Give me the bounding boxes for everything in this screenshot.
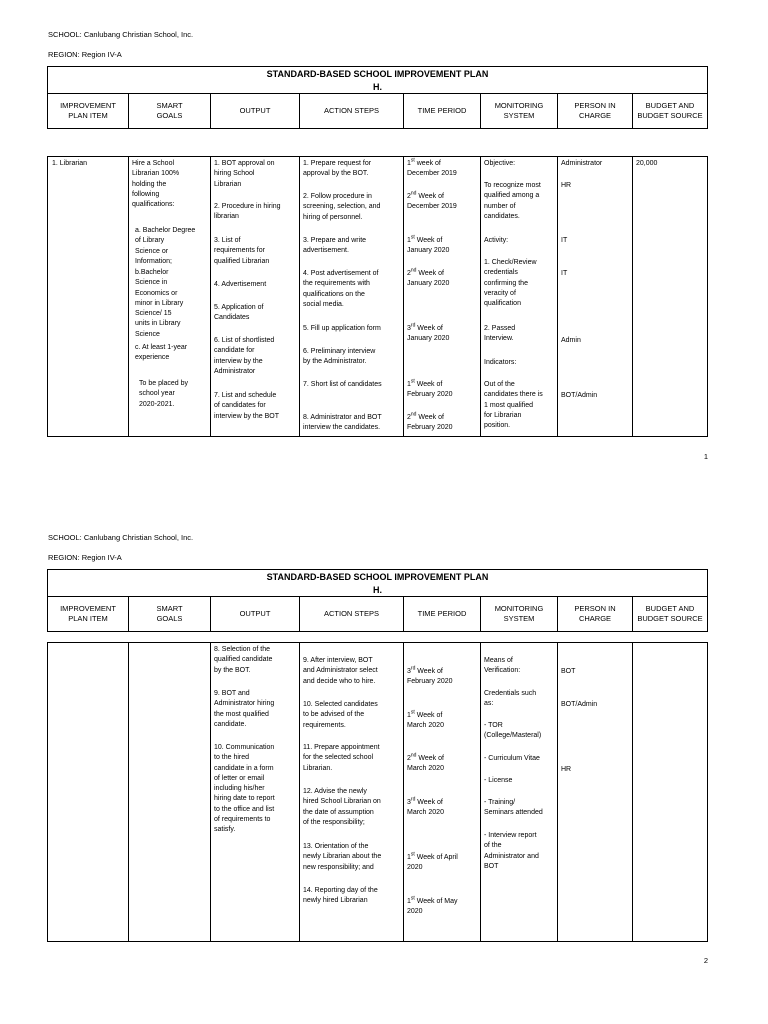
monitoring-text: - License	[484, 777, 513, 784]
monitoring-text: - Curriculum Vitae	[484, 755, 540, 762]
header-person-in-charge: PERSON IN CHARGE	[558, 94, 633, 128]
time-text: 1st Week of January 2020	[407, 234, 450, 255]
monitoring-text: Activity:	[484, 237, 509, 244]
person-text: HR	[561, 182, 572, 189]
budget-text: 20,000	[636, 160, 658, 167]
action-text: 7. Short list of candidates	[303, 381, 382, 388]
output-text: 10. Communication to the hired candidate in a form of letter or email including his/her hiring date to report to the office and list of requirements to satisfy.	[214, 744, 275, 834]
school-label: SCHOOL: Canlubang Christian School, Inc.	[48, 30, 194, 39]
col-action-steps	[300, 643, 404, 941]
action-text: 5. Fill up application form	[303, 325, 381, 332]
monitoring-text: Credentials such as:	[484, 690, 537, 708]
person-text: BOT/Admin	[561, 701, 598, 708]
action-text: 2. Follow procedure in screening, selection, and hiring of personnel.	[303, 193, 381, 221]
header-time-period: TIME PERIOD	[404, 94, 481, 128]
time-text: 1st Week of February 2020	[407, 378, 453, 399]
col-item	[48, 643, 129, 941]
header-smart-goals: SMART GOALS	[129, 94, 211, 128]
page-number: 2	[703, 956, 708, 965]
person-text: BOT	[561, 668, 576, 675]
monitoring-text: To recognize most qualified among a number of candidates.	[484, 182, 541, 220]
header-budget: BUDGET AND BUDGET SOURCE	[637, 604, 703, 623]
goal-text: c. At least 1-year experience	[135, 344, 188, 362]
action-text: 6. Preliminary interview by the Administrator.	[303, 348, 376, 366]
school-label: SCHOOL: Canlubang Christian School, Inc.	[48, 533, 194, 542]
output-text: 8. Selection of the qualified candidate by the BOT.	[214, 646, 273, 674]
monitoring-text: - Interview report of the Administrator and BOT	[484, 832, 539, 870]
output-text: 3. List of requirements for qualified Librarian	[214, 237, 270, 265]
monitoring-text: Objective:	[484, 160, 516, 167]
monitoring-text: Indicators:	[484, 359, 517, 366]
col-goals	[129, 643, 211, 941]
monitoring-text: Out of the candidates there is 1 most qualified for Librarian position.	[484, 381, 543, 430]
goal-text: a. Bachelor Degree of Library Science or Information;	[135, 227, 196, 265]
monitoring-text: 1. Check/Review credentials confirming the veracity of qualification	[484, 259, 537, 308]
goal-text: b.Bachelor Science in Economics or minor in Library Science/ 15 units in Library Science	[135, 269, 184, 338]
monitoring-text: 2. Passed Interview.	[484, 325, 516, 343]
time-text: 1st Week of April 2020	[407, 851, 458, 872]
person-text: HR	[561, 766, 572, 773]
plan-title: STANDARD-BASED SCHOOL IMPROVEMENT PLAN	[266, 572, 489, 582]
output-text: 1. BOT approval on hiring School Librarian	[214, 160, 275, 188]
header-action-steps: ACTION STEPS	[300, 597, 404, 631]
action-text: 13. Orientation of the newly Librarian about the new responsibility; and	[303, 843, 382, 871]
header-smart-goals: SMART GOALS	[129, 597, 211, 631]
plan-subtitle: H.	[373, 82, 382, 92]
monitoring-text: - Training/ Seminars attended	[484, 799, 543, 817]
output-text: 2. Procedure in hiring librarian	[214, 203, 281, 221]
time-text: 1st Week of May 2020	[407, 895, 458, 916]
region-label: REGION: Region IV-A	[48, 553, 122, 562]
action-text: 4. Post advertisement of the requirements with qualifications on the social media.	[303, 270, 379, 308]
time-text: 2nd Week of March 2020	[407, 752, 444, 773]
col-output	[211, 643, 300, 941]
plan-item: 1. Librarian	[52, 160, 88, 167]
header-improvement-plan-item: IMPROVEMENT PLAN ITEM	[48, 597, 129, 631]
person-text: BOT/Admin	[561, 392, 598, 399]
header-improvement-plan-item: IMPROVEMENT PLAN ITEM	[48, 94, 129, 128]
col-time-period	[404, 643, 481, 941]
output-text: 6. List of shortlisted candidate for interview by the Administrator	[214, 337, 275, 375]
output-text: 7. List and schedule of candidates for interview by the BOT	[214, 392, 279, 420]
goal-text: Hire a School Librarian 100% holding the following qualifications:	[132, 160, 180, 209]
action-text: 10. Selected candidates to be advised of the requirements.	[303, 701, 378, 729]
time-text: 3rd Week of February 2020	[407, 665, 453, 686]
output-text: 9. BOT and Administrator hiring the most qualified candidate.	[214, 690, 275, 728]
header-person-in-charge: PERSON IN CHARGE	[558, 597, 633, 631]
plan-subtitle: H.	[373, 585, 382, 595]
action-text: 3. Prepare and write advertisement.	[303, 237, 367, 255]
action-text: 9. After interview, BOT and Administrator select and decide who to hire.	[303, 657, 378, 685]
goal-text: To be placed by school year 2020-2021.	[139, 380, 189, 408]
col-person-in-charge	[558, 643, 633, 941]
action-text: 14. Reporting day of the newly hired Librarian	[303, 887, 378, 905]
person-text: Admin	[561, 337, 581, 344]
plan-body-table	[47, 642, 708, 942]
column-headers	[48, 596, 707, 631]
col-budget	[633, 643, 707, 941]
header-output: OUTPUT	[211, 597, 300, 631]
time-text: 1st week of December 2019	[407, 157, 457, 178]
plan-header-table	[47, 569, 708, 632]
header-time-period: TIME PERIOD	[404, 597, 481, 631]
time-text: 3rd Week of January 2020	[407, 322, 450, 343]
output-text: 4. Advertisement	[214, 281, 267, 288]
header-budget: BUDGET AND BUDGET SOURCE	[637, 101, 703, 120]
time-text: 1st Week of March 2020	[407, 709, 444, 730]
time-text: 2nd Week of January 2020	[407, 267, 450, 288]
action-text: 11. Prepare appointment for the selected school Librarian.	[303, 744, 380, 772]
col-monitoring	[481, 643, 558, 941]
output-text: 5. Application of Candidates	[214, 304, 264, 322]
time-text: 2nd Week of February 2020	[407, 411, 453, 432]
person-text: IT	[561, 270, 568, 277]
page-number: 1	[703, 452, 708, 461]
person-text: Administrator	[561, 160, 603, 167]
header-output: OUTPUT	[211, 94, 300, 128]
region-label: REGION: Region IV-A	[48, 50, 122, 59]
person-text: IT	[561, 237, 568, 244]
monitoring-text: Means of Verification:	[484, 657, 521, 675]
action-text: 12. Advise the newly hired School Librarian on the date of assumption of the responsibility;	[303, 788, 381, 826]
header-monitoring-system: MONITORING SYSTEM	[481, 94, 558, 128]
time-text: 3rd Week of March 2020	[407, 796, 444, 817]
time-text: 2nd Week of December 2019	[407, 190, 457, 211]
plan-title: STANDARD-BASED SCHOOL IMPROVEMENT PLAN	[266, 69, 489, 79]
action-text: 1. Prepare request for approval by the BOT.	[303, 160, 372, 178]
header-monitoring-system: MONITORING SYSTEM	[481, 597, 558, 631]
action-text: 8. Administrator and BOT interview the candidates.	[303, 414, 382, 432]
monitoring-text: - TOR (College/Masteral)	[484, 722, 542, 740]
header-action-steps: ACTION STEPS	[300, 94, 404, 128]
